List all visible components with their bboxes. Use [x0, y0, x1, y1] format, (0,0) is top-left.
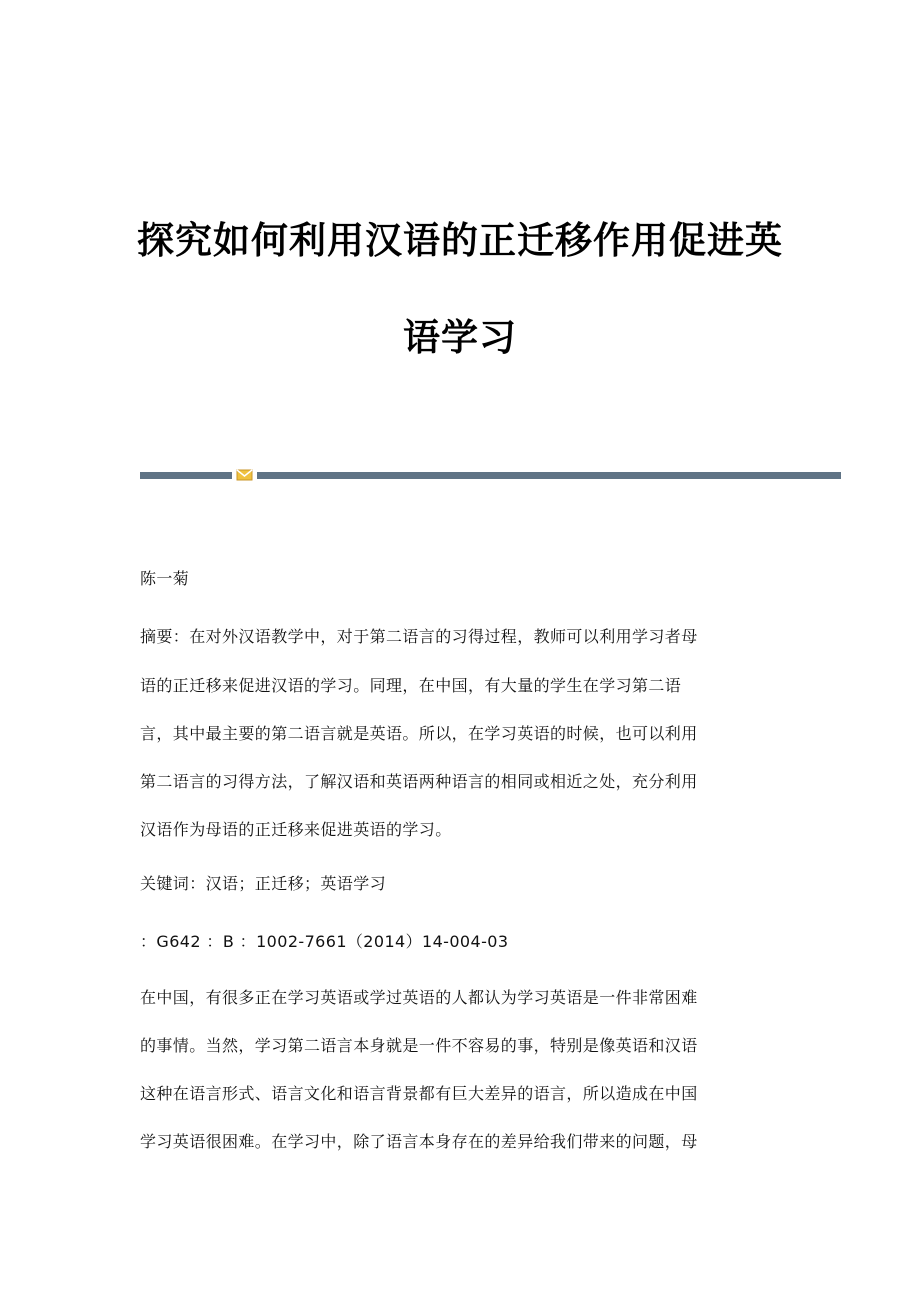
body-paragraph-line: 的事情。当然，学习第二语言本身就是一件不容易的事，特别是像英语和汉语 — [140, 1036, 698, 1055]
author-name: 陈一菊 — [140, 569, 190, 588]
body-paragraph-line: 在中国，有很多正在学习英语或学过英语的人都认为学习英语是一件非常困难 — [140, 988, 698, 1007]
abstract-line: 第二语言的习得方法，了解汉语和英语两种语言的相同或相近之处，充分利用 — [140, 772, 698, 791]
abstract-line: 汉语作为母语的正迁移来促进英语的学习。 — [140, 820, 452, 839]
document-title-line-2: 语学习 — [403, 315, 517, 359]
divider-bar-right — [257, 472, 841, 479]
document-title-line-1: 探究如何利用汉语的正迁移作用促进英 — [137, 218, 783, 262]
body-paragraph-line: 学习英语很困难。在学习中，除了语言本身存在的差异给我们带来的问题，母 — [140, 1132, 698, 1151]
abstract-line: 言，其中最主要的第二语言就是英语。所以，在学习英语的时候，也可以利用 — [140, 724, 698, 743]
body-paragraph-line: 这种在语言形式、语言文化和语言背景都有巨大差异的语言，所以造成在中国 — [140, 1084, 698, 1103]
keywords: 关键词：汉语；正迁移；英语学习 — [140, 874, 387, 893]
abstract-line: 摘要：在对外汉语教学中，对于第二语言的习得过程，教师可以利用学习者母 — [140, 627, 698, 646]
divider-bar-left — [140, 472, 232, 479]
classification-codes: ：G642 ：B ：1002-7661（2014）14-004-03 — [140, 932, 509, 951]
abstract-line: 语的正迁移来促进汉语的学习。同理，在中国，有大量的学生在学习第二语 — [140, 676, 682, 695]
divider-ornament-icon — [236, 468, 253, 482]
title-divider — [140, 468, 841, 482]
